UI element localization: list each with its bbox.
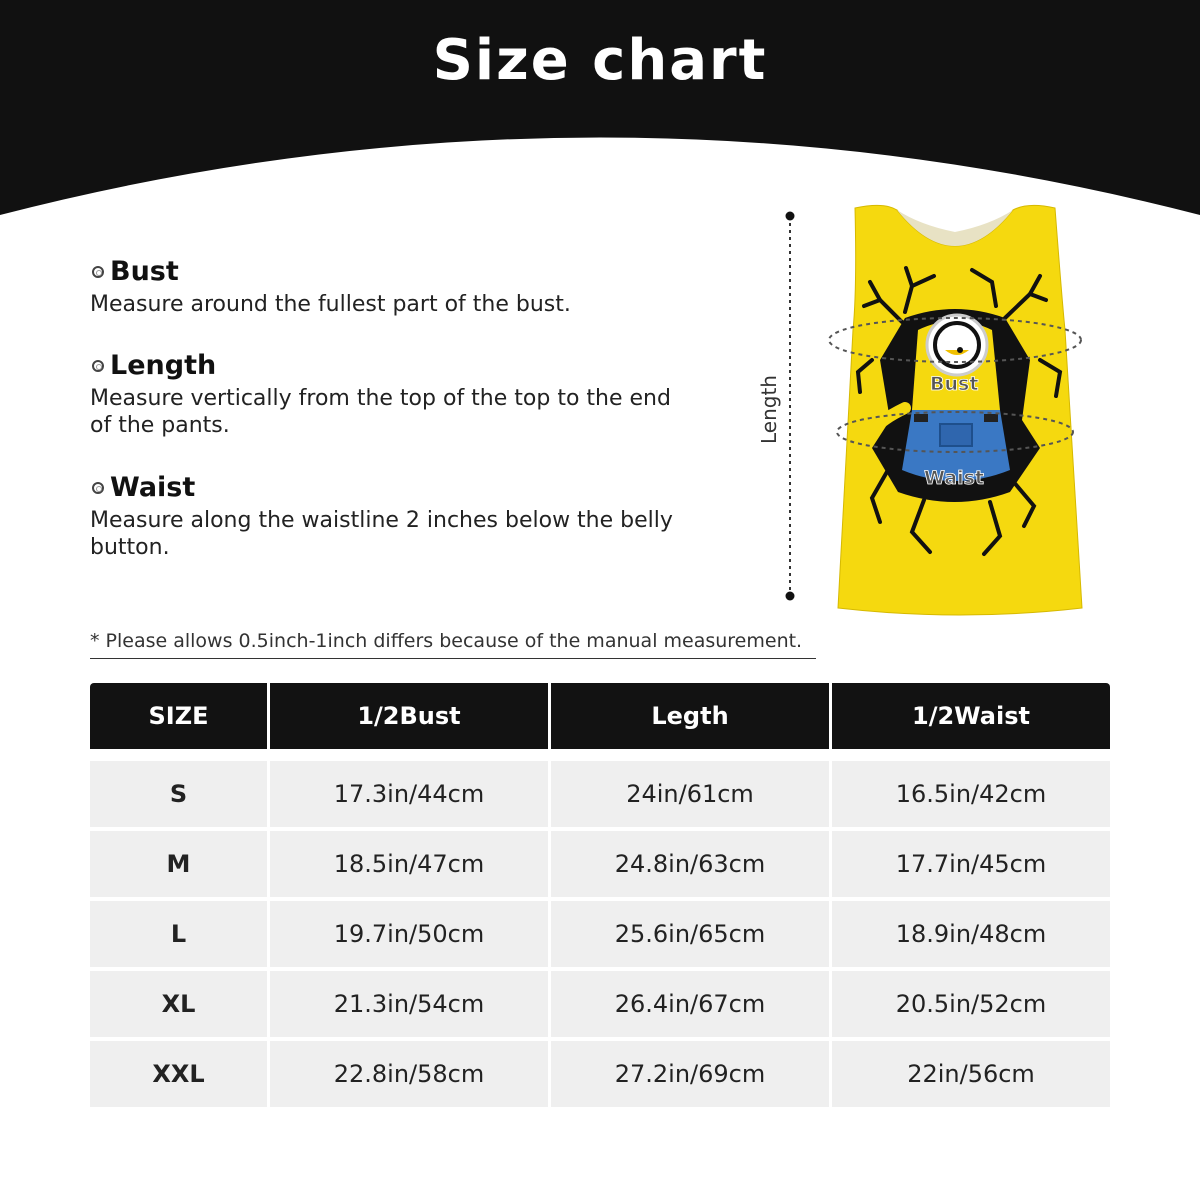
bust-cell: 17.3in/44cm xyxy=(270,761,551,831)
measure-title: Length xyxy=(110,350,217,381)
waist-cell: 16.5in/42cm xyxy=(832,761,1110,831)
size-cell: XXL xyxy=(90,1041,270,1111)
column-header-length: Legth xyxy=(551,683,832,749)
bust-label: Bust xyxy=(930,373,979,395)
size-cell: M xyxy=(90,831,270,901)
measure-length xyxy=(90,350,730,439)
table-row xyxy=(90,971,1110,1041)
table-header-row xyxy=(90,683,1110,749)
measurement-note: * Please allows 0.5inch-1inch differs because of the manual measurement. xyxy=(90,630,816,659)
waist-label: Waist xyxy=(924,467,985,489)
measure-description: Measure around the fullest part of the bust. xyxy=(90,292,571,317)
measure-title: Waist xyxy=(110,472,196,503)
length-label: Length xyxy=(757,375,781,444)
length-cell: 27.2in/69cm xyxy=(551,1041,832,1111)
table-row xyxy=(90,1041,1110,1111)
bust-cell: 21.3in/54cm xyxy=(270,971,551,1041)
bullet-circle-icon xyxy=(92,266,104,278)
measure-description: Measure along the waistline 2 inches below the belly button. xyxy=(90,508,673,560)
bust-cell: 19.7in/50cm xyxy=(270,901,551,971)
size-table xyxy=(90,683,1110,1111)
page-title: Size chart xyxy=(432,28,768,93)
column-header-waist: 1/2Waist xyxy=(832,683,1110,749)
length-cell: 25.6in/65cm xyxy=(551,901,832,971)
waist-cell: 22in/56cm xyxy=(832,1041,1110,1111)
column-header-bust: 1/2Bust xyxy=(270,683,551,749)
table-row xyxy=(90,761,1110,831)
measure-title: Bust xyxy=(110,256,179,287)
size-cell: S xyxy=(90,761,270,831)
measure-bust xyxy=(90,256,730,318)
waist-cell: 20.5in/52cm xyxy=(832,971,1110,1041)
waist-cell: 17.7in/45cm xyxy=(832,831,1110,901)
measure-waist xyxy=(90,472,730,561)
bust-cell: 22.8in/58cm xyxy=(270,1041,551,1111)
bullet-circle-icon xyxy=(92,360,104,372)
column-header-size: SIZE xyxy=(90,683,270,749)
length-cell: 24in/61cm xyxy=(551,761,832,831)
bullet-circle-icon xyxy=(92,482,104,494)
measure-description: Measure vertically from the top of the top to the end of the pants. xyxy=(90,386,671,438)
size-cell: L xyxy=(90,901,270,971)
table-row xyxy=(90,831,1110,901)
bust-cell: 18.5in/47cm xyxy=(270,831,551,901)
tank-top-illustration xyxy=(740,200,1120,620)
length-cell: 26.4in/67cm xyxy=(551,971,832,1041)
waist-cell: 18.9in/48cm xyxy=(832,901,1110,971)
table-row xyxy=(90,901,1110,971)
length-cell: 24.8in/63cm xyxy=(551,831,832,901)
size-cell: XL xyxy=(90,971,270,1041)
